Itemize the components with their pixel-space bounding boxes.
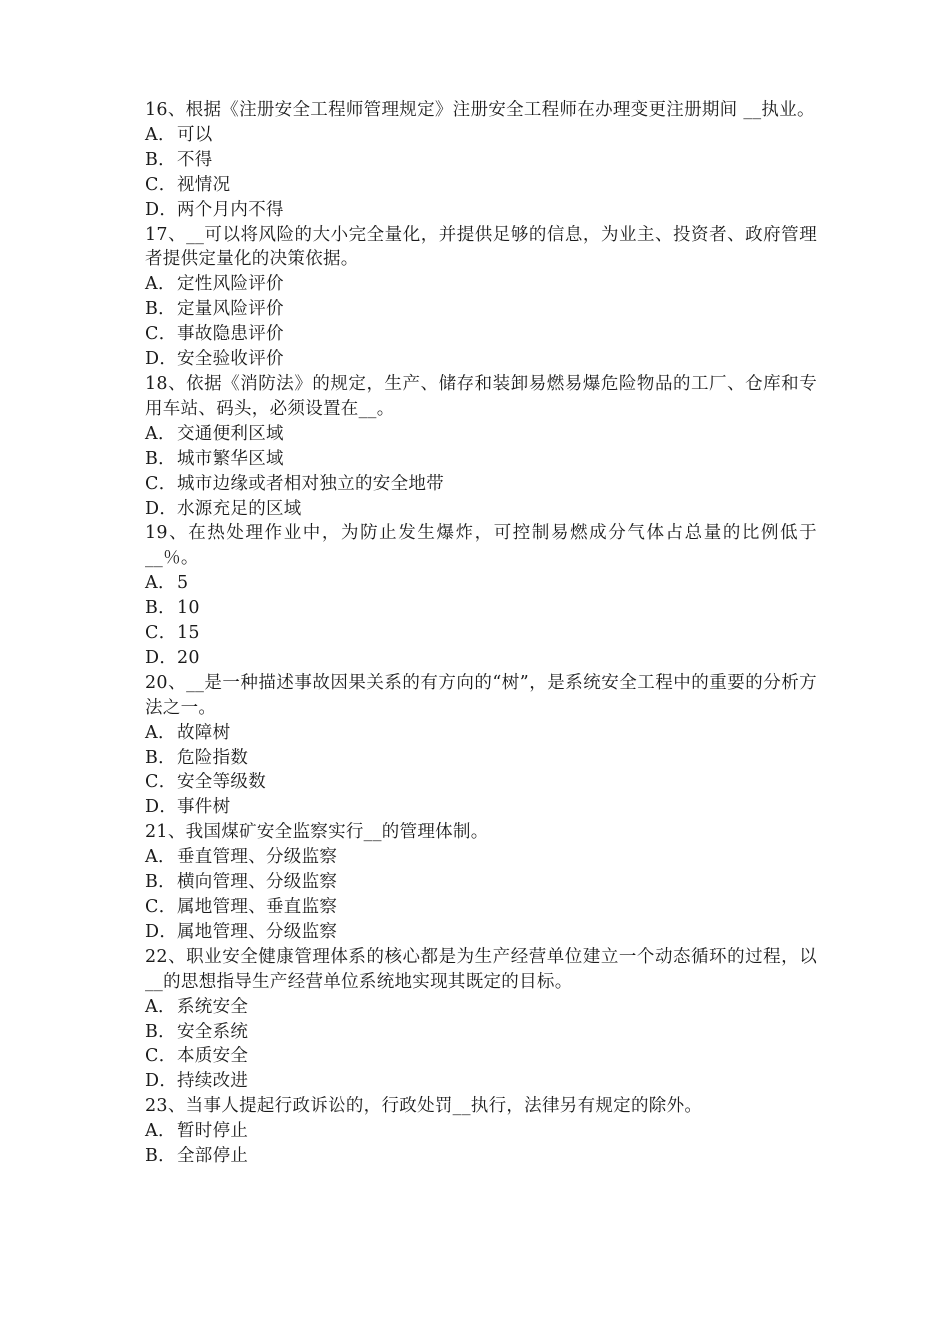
option-letter: A．: [145, 847, 176, 868]
question-block: [145, 945, 817, 1094]
question-text: 23、当事人提起行政诉讼的，行政处罚__执行，法律另有规定的除外。: [145, 1096, 703, 1117]
question-text: 18、依据《消防法》的规定，生产、储存和装卸易燃易爆危险物品的工厂、仓库和专用车站、码头，必须设置在__。: [145, 373, 817, 419]
option-letter: D．: [145, 797, 178, 818]
option-letter: C．: [145, 772, 177, 793]
answer-option: [145, 123, 817, 148]
option-text: 横向管理、分级监察: [177, 872, 338, 893]
option-text: 交通便利区域: [177, 423, 284, 444]
answer-option: [145, 447, 817, 472]
option-letter: D．: [145, 1071, 178, 1092]
answer-option: [145, 347, 817, 372]
answer-option: [145, 571, 817, 596]
question-text: 16、根据《注册安全工程师管理规定》注册安全工程师在办理变更注册期间 __执业。: [145, 100, 815, 120]
answer-option: [145, 422, 817, 447]
option-text: 本质安全: [177, 1046, 249, 1067]
option-text: 定性风险评价: [177, 274, 284, 295]
answer-option: [145, 173, 817, 198]
question-text: 19、在热处理作业中，为防止发生爆炸，可控制易燃成分气体占总量的比例低于__％。: [145, 523, 817, 569]
question-block: [145, 820, 817, 945]
answer-option: [145, 870, 817, 895]
option-letter: A．: [145, 722, 176, 743]
option-text: 可以: [177, 124, 213, 145]
option-letter: A．: [145, 423, 176, 444]
option-text: 两个月内不得: [177, 199, 284, 220]
question-block: [145, 671, 817, 820]
option-text: 城市繁华区域: [177, 448, 284, 469]
option-text: 安全系统: [177, 1021, 249, 1042]
answer-option: [145, 621, 817, 646]
question-block: [145, 98, 817, 223]
option-letter: C．: [145, 1046, 177, 1067]
option-letter: A．: [145, 1121, 176, 1142]
option-letter: D．: [145, 498, 178, 519]
option-text: 垂直管理、分级监察: [177, 847, 338, 868]
answer-option: [145, 596, 817, 621]
answer-option: [145, 148, 817, 173]
answer-option: [145, 770, 817, 795]
option-text: 持续改进: [177, 1071, 249, 1092]
option-text: 属地管理、分级监察: [177, 921, 338, 942]
option-letter: C．: [145, 324, 177, 345]
option-text: 全部停止: [177, 1146, 249, 1167]
option-letter: A．: [145, 996, 176, 1017]
option-text: 水源充足的区域: [177, 498, 302, 519]
answer-option: [145, 995, 817, 1020]
option-text: 定量风险评价: [177, 299, 284, 320]
option-text: 不得: [177, 149, 213, 170]
answer-option: [145, 920, 817, 945]
option-letter: D．: [145, 199, 178, 220]
question-text: 21、我国煤矿安全监察实行__的管理体制。: [145, 822, 489, 843]
option-letter: C．: [145, 473, 177, 494]
answer-option: [145, 746, 817, 771]
answer-option: [145, 1020, 817, 1045]
option-letter: B．: [145, 1146, 176, 1167]
question-block: [145, 223, 817, 372]
option-letter: B．: [145, 872, 176, 893]
option-letter: B．: [145, 448, 176, 469]
answer-option: [145, 322, 817, 347]
question-text: 17、__可以将风险的大小完全量化，并提供足够的信息，为业主、投资者、政府管理者提供定量化的决策依据。: [145, 224, 817, 270]
option-letter: B．: [145, 299, 176, 320]
option-text: 视情况: [177, 174, 231, 195]
option-text: 10: [177, 598, 200, 619]
option-letter: A．: [145, 274, 176, 295]
option-text: 安全验收评价: [177, 349, 284, 370]
option-letter: D．: [145, 647, 178, 668]
option-letter: C．: [145, 174, 177, 195]
question-list: [145, 98, 817, 1169]
option-letter: A．: [145, 124, 176, 145]
question-block: [145, 1094, 817, 1169]
answer-option: [145, 795, 817, 820]
answer-option: [145, 497, 817, 522]
option-text: 暂时停止: [177, 1121, 249, 1142]
answer-option: [145, 198, 817, 223]
option-letter: B．: [145, 149, 176, 170]
option-letter: B．: [145, 598, 176, 619]
option-text: 安全等级数: [177, 772, 266, 793]
option-text: 事件树: [177, 797, 231, 818]
option-text: 危险指数: [177, 747, 249, 768]
answer-option: [145, 1069, 817, 1094]
option-text: 20: [177, 647, 200, 668]
question-block: [145, 521, 817, 670]
option-text: 属地管理、垂直监察: [177, 897, 338, 917]
answer-option: [145, 297, 817, 322]
question-text: 22、职业安全健康管理体系的核心都是为生产经营单位建立一个动态循环的过程，以__的思想指导生产经营单位系统地实现其既定的目标。: [145, 946, 817, 992]
option-text: 5: [177, 573, 189, 594]
option-text: 故障树: [177, 722, 231, 743]
option-letter: C．: [145, 897, 177, 917]
answer-option: [145, 845, 817, 870]
option-letter: D．: [145, 921, 178, 942]
option-text: 事故隐患评价: [177, 324, 284, 345]
answer-option: [145, 1119, 817, 1144]
option-text: 15: [177, 623, 200, 644]
option-letter: A．: [145, 573, 176, 594]
option-letter: B．: [145, 1021, 176, 1042]
answer-option: [145, 1044, 817, 1069]
option-letter: D．: [145, 349, 178, 370]
option-text: 系统安全: [177, 996, 249, 1017]
question-block: [145, 372, 817, 521]
option-letter: B．: [145, 747, 176, 768]
answer-option: [145, 272, 817, 297]
answer-option: [145, 1144, 817, 1169]
answer-option: [145, 646, 817, 671]
answer-option: [145, 472, 817, 497]
option-letter: C．: [145, 623, 177, 644]
answer-option: [145, 895, 817, 920]
answer-option: [145, 721, 817, 746]
question-text: 20、__是一种描述事故因果关系的有方向的“树”，是系统安全工程中的重要的分析方法之一。: [145, 672, 817, 718]
option-text: 城市边缘或者相对独立的安全地带: [177, 473, 444, 494]
